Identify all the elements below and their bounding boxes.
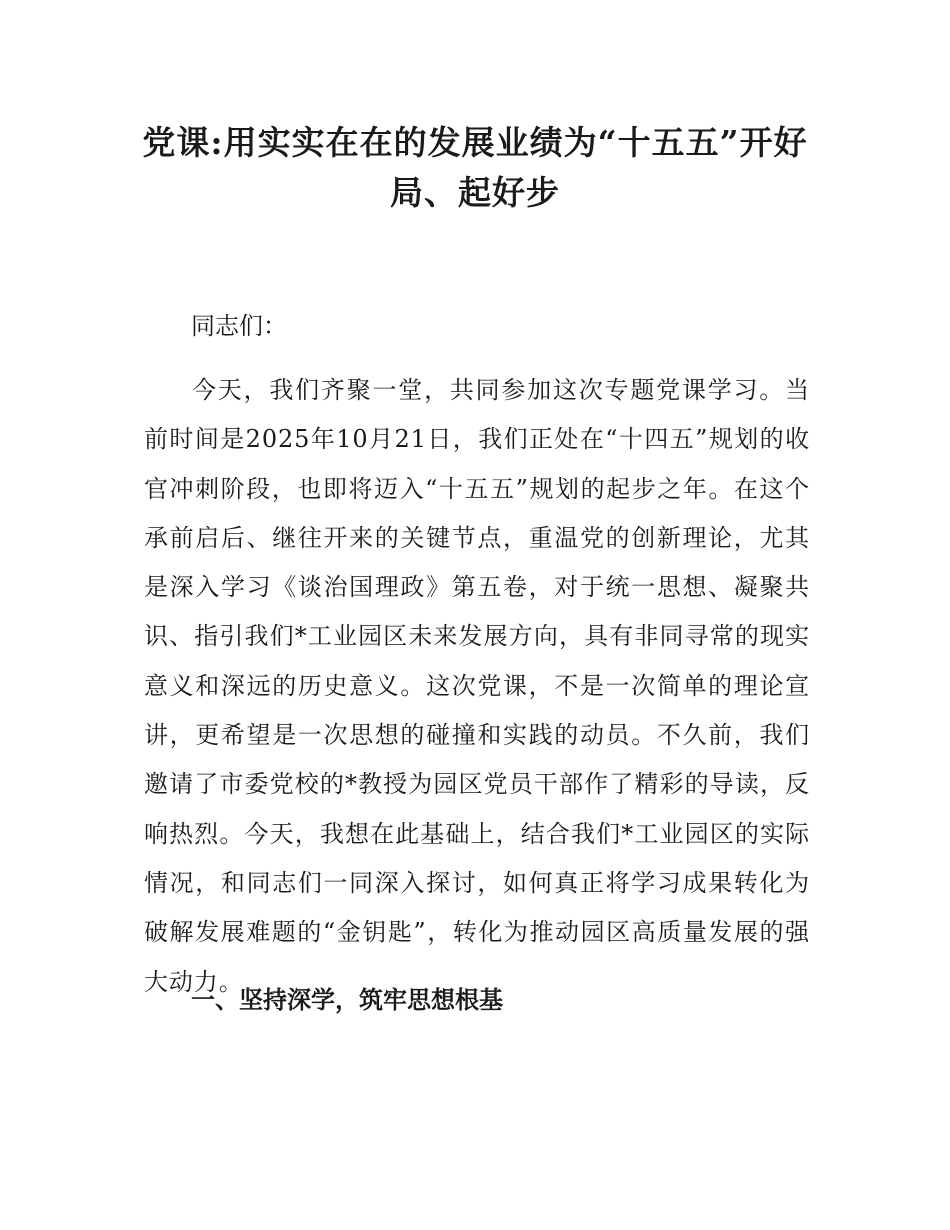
body-paragraph: 今天，我们齐聚一堂，共同参加这次专题党课学习。当前时间是2025年10月21日，我们正处在“十四五”规划的收官冲刺阶段，也即将迈入“十五五”规划的起步之年。在这个承前启后、继往开来的关键节点，重温党的创新理论，尤其是深入学习《谈治国理政》第五卷，对于统一思想、凝聚共识、指引我们*工业园区未来发展方向，具有非同寻常的现实意义和深远的历史意义。这次党课，不是一次简单的理论宣讲，更希望是一次思想的碰撞和实践的动员。不久前，我们邀请了市委党校的*教授为园区党员干部作了精彩的导读，反响热烈。今天，我想在此基础上，结合我们*工业园区的实际情况，和同志们一同深入探讨，如何真正将学习成果转化为破解发展难题的“金钥匙”，转化为推动园区高质量发展的强大动力。 [144,376,810,996]
section-heading: 一、坚持深学，筑牢思想根基 [191,985,503,1014]
document-title: 党课:用实实在在的发展业绩为“十五五”开好局、起好步 [142,123,808,212]
salutation: 同志们： [191,312,287,340]
